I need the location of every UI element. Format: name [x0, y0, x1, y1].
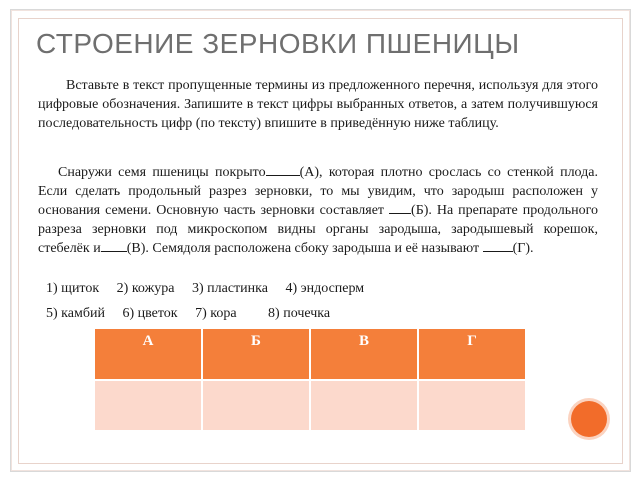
instruction-text: Вставьте в текст пропущенные термины из предложенного перечня, используя для этого цифровые обозначения. Запишите в текст цифры выбранных ответов, а затем получившуюся последовательность цифр (по тексту) впишите в приведённую ниже таблицу.	[38, 78, 598, 131]
blank-b[interactable]	[389, 201, 411, 214]
text-part-2: (А), которая плотно срослась со стенкой плода. Если сделать продольный разрез зерновки, то мы увидим, что зародыш расположен у основания семени. Основную часть зерновки составляет	[38, 165, 598, 218]
option-item: 4) эндосперм	[285, 281, 365, 296]
text-part-5: (Г).	[512, 241, 534, 256]
header-a: А	[94, 328, 202, 380]
option-item: 8) почечка	[268, 306, 331, 321]
option-item: 5) камбий	[46, 306, 105, 321]
answer-cell-b[interactable]	[202, 380, 310, 431]
answer-cell-v[interactable]	[310, 380, 418, 431]
answer-cell-g[interactable]	[418, 380, 526, 431]
blank-g[interactable]	[483, 239, 513, 252]
answer-table-row	[94, 380, 526, 431]
text-part-1: Снаружи семя пшеницы покрыто	[58, 165, 266, 180]
options-row-2	[46, 306, 344, 322]
answer-cell-a[interactable]	[94, 380, 202, 431]
task-text	[38, 163, 598, 258]
slide-title: СТРОЕНИЕ ЗЕРНОВКИ ПШЕНИЦЫ	[36, 28, 520, 59]
header-v: В	[310, 328, 418, 380]
text-part-4: (В). Семядоля расположена сбоку зародыша и её называют	[126, 241, 480, 256]
blank-a[interactable]	[266, 163, 300, 176]
header-g: Г	[418, 328, 526, 380]
option-item: 1) щиток	[46, 281, 100, 296]
answer-table-header	[94, 328, 526, 380]
blank-v[interactable]	[101, 239, 127, 252]
options-row-1	[46, 281, 378, 297]
option-item: 6) цветок	[122, 306, 178, 321]
option-item: 7) кора	[195, 306, 237, 321]
decorative-circle	[571, 401, 607, 437]
header-b: Б	[202, 328, 310, 380]
answer-table	[93, 327, 527, 432]
option-item: 3) пластинка	[191, 281, 268, 296]
text-part-3: (Б). На препарате продольного разреза зерновки под микроскопом видны органы зародыша, зародышевый корешок, стебелёк и	[38, 203, 598, 256]
option-item: 2) кожура	[116, 281, 175, 296]
